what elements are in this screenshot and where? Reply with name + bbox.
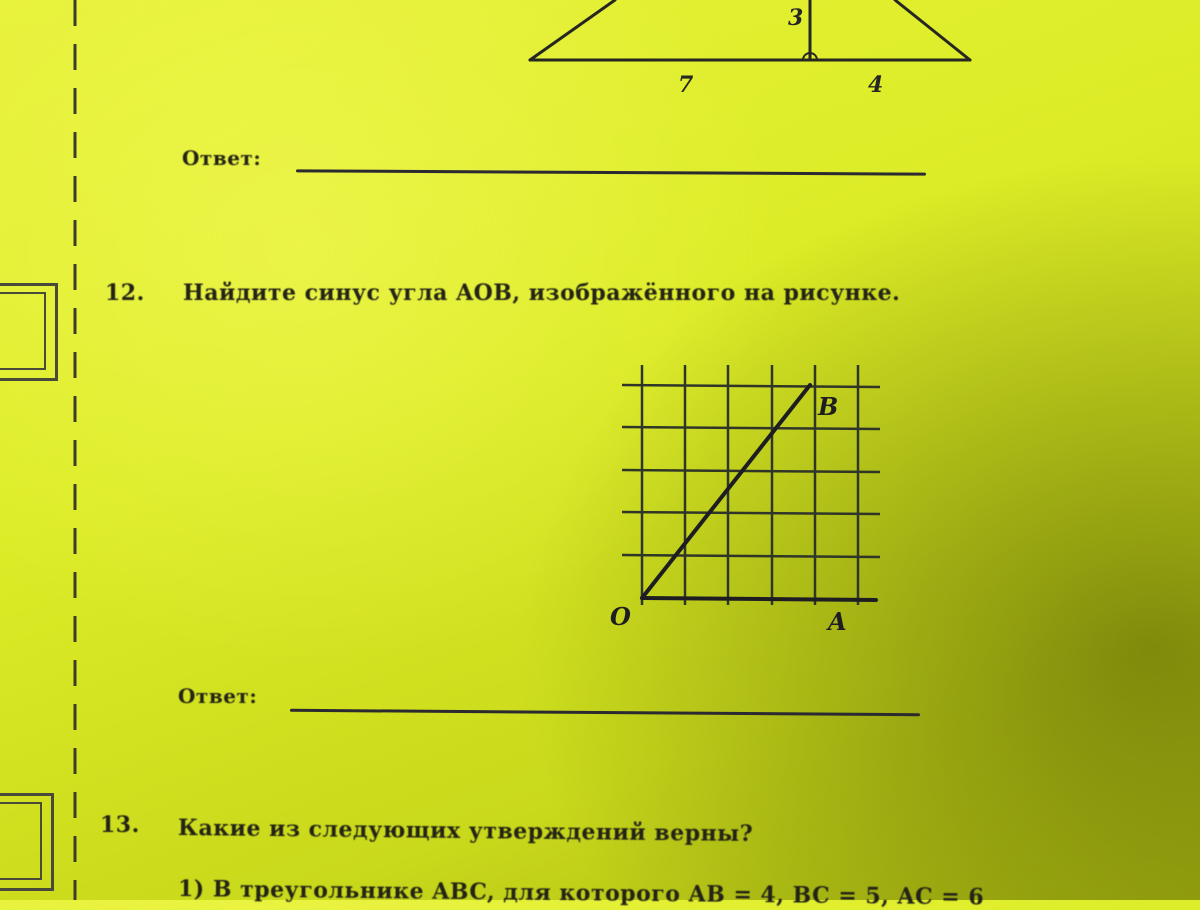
triangle-figure (520, 0, 990, 100)
answer-line-1[interactable] (296, 169, 926, 175)
problem-12-text: Найдите синус угла AOB, изображённого на рисунке. (183, 280, 901, 306)
point-O-label: O (610, 602, 631, 631)
left-base-label: 7 (678, 72, 694, 98)
problem-13-number: 13. (100, 812, 140, 838)
answer-line-2[interactable] (290, 709, 920, 716)
answer-label-2: Ответ: (178, 684, 258, 708)
problem-13-text: Какие из следующих утверждений верны? (177, 815, 754, 848)
ray-OB (642, 385, 810, 598)
answer-box-13-inner (0, 802, 42, 880)
answer-label-1: Ответ: (182, 146, 262, 170)
angle-grid-figure (600, 360, 900, 640)
ray-OA (642, 598, 876, 600)
right-base-label: 4 (868, 72, 884, 98)
problem-13-item-1: 1) В треугольнике ABC, для которого AB = 4, BC = 5, AC = 6 (177, 876, 985, 910)
height-label: 3 (788, 5, 804, 31)
point-A-label: A (828, 607, 847, 636)
cut-dashed-line (72, 0, 78, 900)
problem-12-number: 12. (105, 280, 145, 306)
point-B-label: B (818, 392, 839, 421)
answer-box-12-inner (0, 292, 46, 370)
